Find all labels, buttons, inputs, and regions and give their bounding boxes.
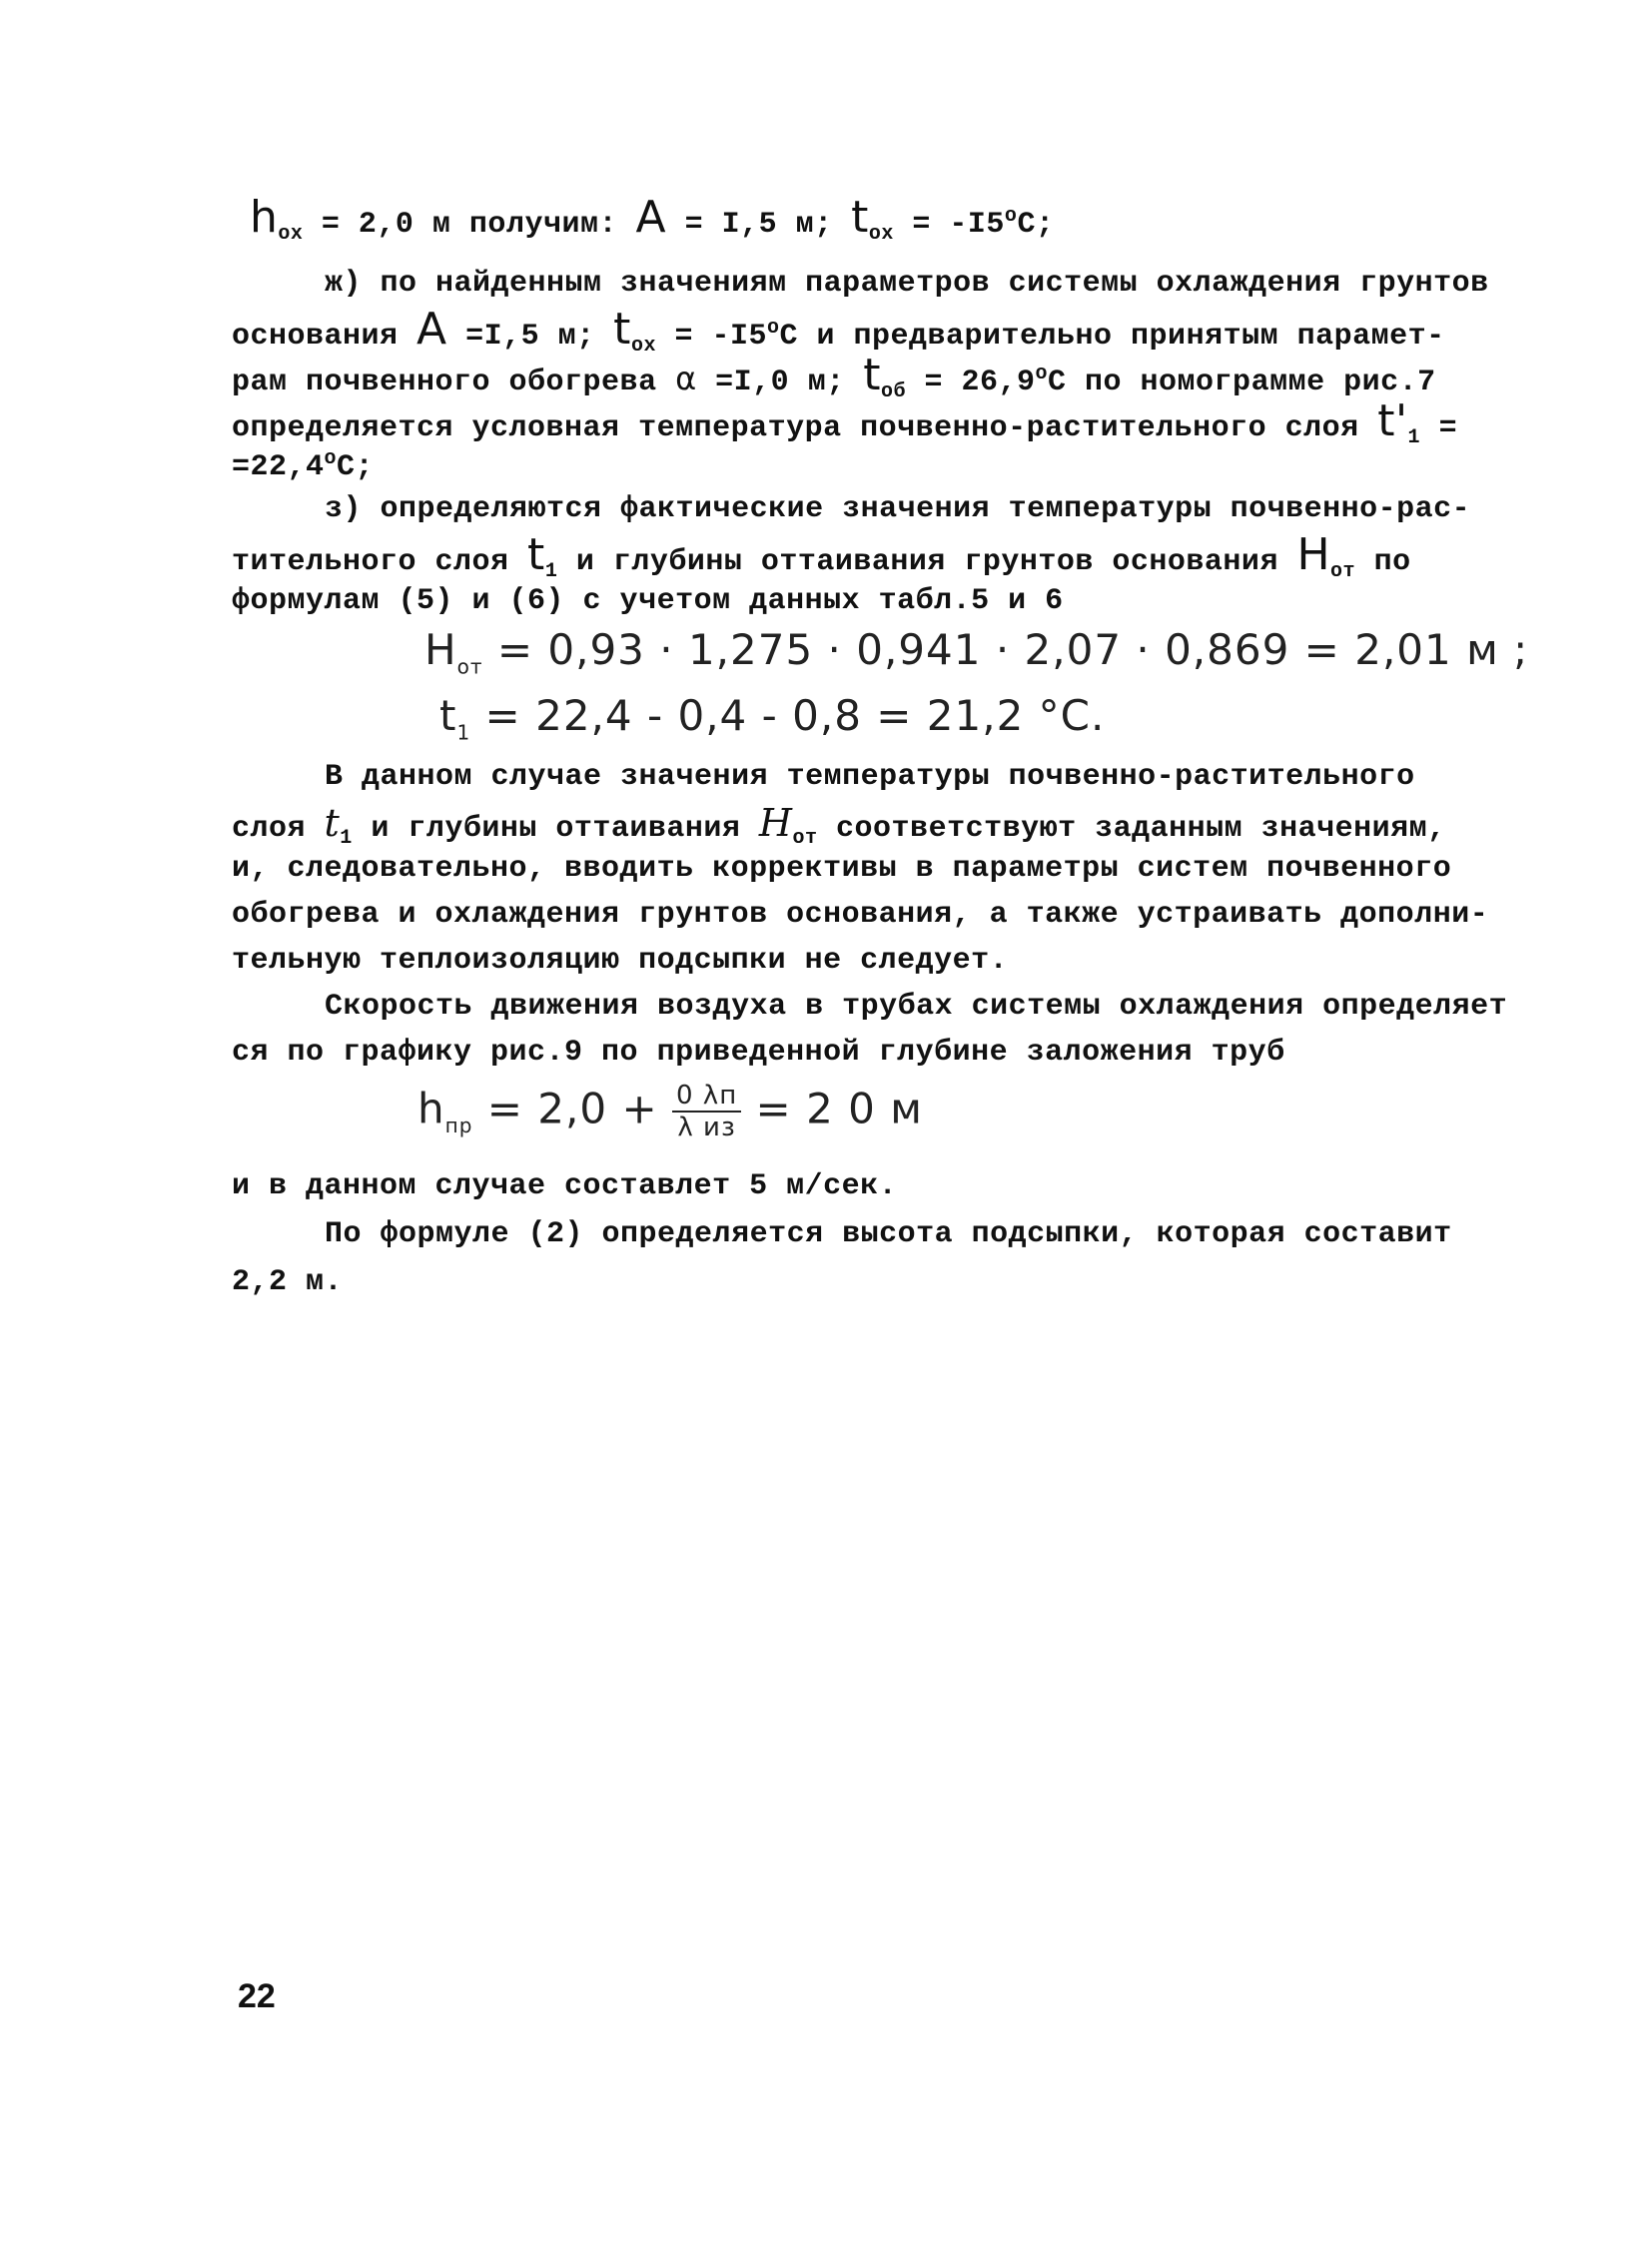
equation-rhs: = 22,4 - 0,4 - 0,8 = 21,2 °С. (470, 691, 1106, 740)
symbol-A: A (635, 192, 667, 243)
symbol-H: H (1296, 529, 1331, 580)
subscript: от (1330, 560, 1356, 583)
symbol-A: A (416, 304, 447, 355)
subscript: от (792, 827, 818, 850)
fraction (672, 1081, 741, 1142)
fraction-numerator: 0 λп (672, 1081, 741, 1113)
paragraph-speed-line-2 (232, 1031, 1285, 1075)
text: ся по графику рис.9 по приведенной глубине заложения труб (232, 1036, 1285, 1070)
symbol-h: h (250, 192, 279, 243)
paragraph-zh-line-5 (232, 445, 374, 489)
equation-hpr (417, 1081, 923, 1142)
page-number: 22 (238, 1977, 276, 2015)
paragraph-formula2-line-1 (325, 1212, 1452, 1256)
text: ж) по найденным значениям параметров системы охлаждения грунтов (325, 267, 1489, 301)
text: = 2,0 м получим: (303, 208, 636, 242)
subscript: от (456, 654, 483, 679)
text: тельную теплоизоляцию подсыпки не следует. (232, 944, 1009, 978)
paragraph-z-line-1 (325, 487, 1470, 531)
text: = 26,9 (905, 366, 1036, 399)
equation-t1 (439, 691, 1106, 745)
text: соответствуют заданным значениям, (817, 812, 1446, 846)
text: тительного слоя (232, 545, 528, 579)
subscript: об (880, 380, 906, 403)
text: основания (232, 320, 417, 354)
equation-hot (424, 625, 1529, 679)
equation-rhs: = 0,93 · 1,275 · 0,941 · 2,07 · 0,869 = 2,01 м ; (482, 625, 1529, 674)
paragraph-conclusion-line-1 (325, 755, 1415, 799)
text: = -I5 (655, 320, 767, 354)
text: и, следовательно, вводить коррективы в параметры систем почвенного (232, 852, 1452, 886)
subscript: 1 (456, 720, 471, 745)
text: определяется условная температура почвенно-растительного слоя (232, 411, 1378, 445)
text: = (1420, 411, 1458, 445)
text: = 2,0 + (472, 1084, 672, 1133)
text: Скорость движения воздуха в трубах системы охлаждения определяет (325, 990, 1508, 1024)
text: =I,0 м; (696, 366, 864, 399)
paragraph-conclusion-line-5 (232, 939, 1008, 983)
text: по (1355, 545, 1411, 579)
subscript: ox (278, 223, 304, 246)
text: и глубины оттаивания (352, 812, 759, 846)
symbol-t-prime: t' (1377, 395, 1408, 446)
paragraph-z-line-3 (232, 579, 1064, 623)
paragraph-z-line-2 (232, 529, 1411, 584)
text: = -I5 (893, 208, 1005, 242)
paragraph-zh-line-4 (232, 395, 1458, 450)
paragraph-after-line-1 (232, 1164, 897, 1208)
degree: o (1035, 363, 1049, 385)
text: =I,5 м; (446, 320, 614, 354)
paragraph-conclusion-line-2 (232, 801, 1446, 851)
subscript: ox (630, 335, 656, 358)
text: формулам (5) и (6) с учетом данных табл.5 и 6 (232, 584, 1064, 618)
subscript: 1 (544, 560, 558, 583)
paragraph-zh-line-2 (232, 304, 1445, 359)
symbol-t: t (324, 801, 341, 845)
symbol-t: t (863, 350, 881, 400)
symbol-t: t (439, 691, 457, 740)
paragraph-conclusion-line-4 (232, 893, 1488, 937)
symbol-H: H (424, 625, 457, 674)
symbol-h: h (417, 1084, 445, 1133)
subscript: 1 (1407, 426, 1421, 449)
text: и в данном случае составлет 5 м/сек. (232, 1169, 898, 1203)
text: =22,4 (232, 450, 325, 484)
paragraph-zh-line-3 (232, 350, 1436, 404)
symbol-H: H (758, 801, 793, 845)
text: С; (1017, 208, 1055, 242)
degree: o (1004, 205, 1018, 228)
text: = I,5 м; (666, 208, 852, 242)
text: По формуле (2) определяется высота подсыпки, которая составит (325, 1217, 1452, 1251)
symbol-alpha: α (675, 360, 697, 397)
paragraph-conclusion-line-3 (232, 847, 1451, 891)
text: з) определяются фактические значения температуры почвенно-рас- (325, 492, 1471, 526)
text: С по номограмме рис.7 (1048, 366, 1436, 399)
paragraph-formula2-line-2 (232, 1260, 343, 1304)
symbol-t: t (527, 529, 545, 580)
subscript: пр (444, 1113, 473, 1137)
paragraph-speed-line-1 (325, 985, 1507, 1029)
text: С; (337, 450, 375, 484)
text: рам почвенного обогрева (232, 366, 676, 399)
fraction-denominator: λ из (677, 1113, 736, 1142)
text: и глубины оттаивания грунтов основания (557, 545, 1297, 579)
text: = 2 0 м (741, 1084, 923, 1133)
subscript: ox (868, 223, 894, 246)
text: 2,2 м. (232, 1265, 344, 1299)
text: обогрева и охлаждения грунтов основания, а также устраивать дополни- (232, 898, 1489, 932)
subscript: 1 (340, 827, 353, 850)
text: С и предварительно принятым парамет- (779, 320, 1445, 354)
symbol-t: t (851, 192, 869, 243)
degree: o (324, 447, 338, 470)
degree: o (766, 317, 780, 340)
text: В данном случае значения температуры почвенно-растительного (325, 760, 1415, 794)
text: слоя (232, 812, 325, 846)
formula-line-hox (250, 192, 1055, 247)
symbol-t: t (613, 304, 631, 355)
paragraph-zh-line-1 (325, 262, 1489, 306)
